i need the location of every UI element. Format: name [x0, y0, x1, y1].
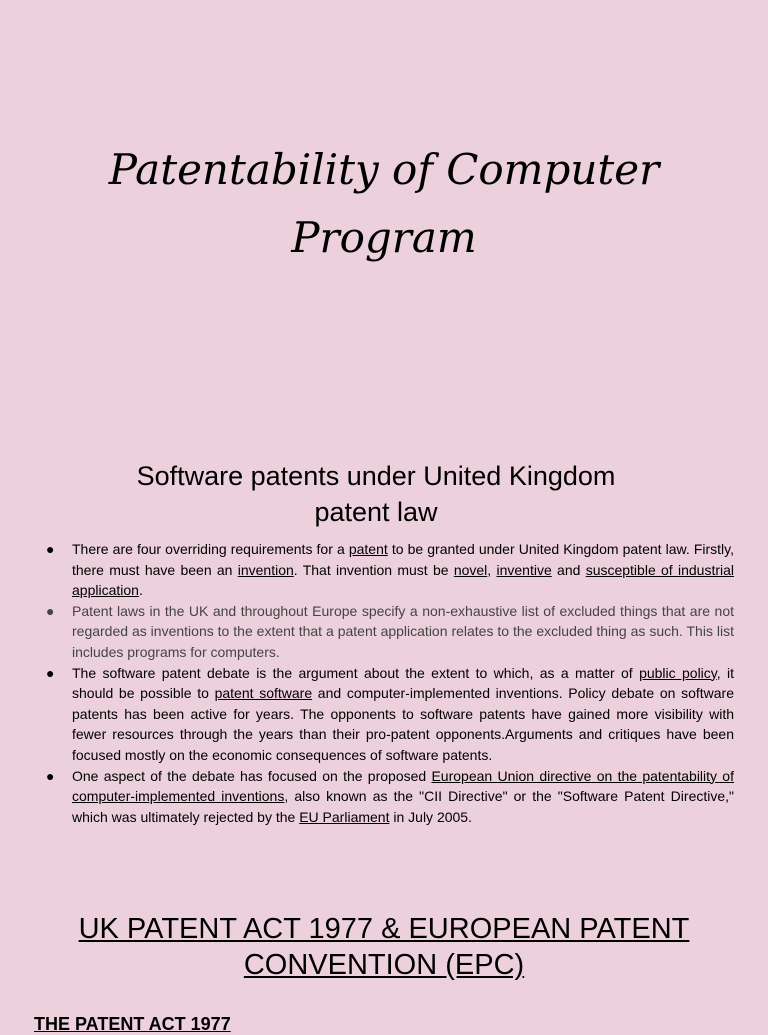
link-inventive[interactable]: inventive: [496, 561, 552, 578]
subheading-patent-act-1977: THE PATENT ACT 1977: [34, 1014, 231, 1034]
bullet-text: , also known as the "CII Directive" or the "Software Patent Directive," which was ultimately rejected by the: [72, 788, 734, 825]
link-public-policy[interactable]: public policy: [639, 664, 717, 681]
section-heading-line-2: patent law: [314, 497, 438, 527]
link-eu-directive[interactable]: European Union directive on the patentability of computer-implemented inventions: [72, 767, 734, 805]
bullet-text: and: [551, 561, 586, 578]
bullet-text: to be granted under United Kingdom patent law. Firstly, there must have been an: [72, 541, 734, 578]
section-heading-line-1: UK PATENT ACT 1977 & EUROPEAN PATENT: [78, 913, 690, 945]
link-patent[interactable]: patent: [348, 541, 388, 557]
page-title-line-1: Patentability of Computer: [108, 145, 660, 194]
bullet-text: There are four overriding requirements for a: [72, 541, 349, 557]
bullet-dot-icon: ●: [46, 602, 55, 619]
bullet-text: and computer-implemented inventions. Policy debate on software patents has been active for years. The opponents to software patents have gained more visibility with fewer resources through the years than their pro-patent opponents.Arguments and critiques have been focused mostly on the economic consequences of software patents.: [72, 685, 734, 763]
bullet-text: .: [138, 582, 143, 599]
bullet-dot-icon: ●: [46, 664, 55, 681]
page-title-line-2: Program: [291, 213, 477, 262]
link-patent-software[interactable]: patent software: [214, 685, 313, 702]
bullet-text: in July 2005.: [389, 808, 472, 825]
list-item: [34, 601, 734, 663]
list-item: [34, 766, 734, 828]
link-industrial-application[interactable]: susceptible of industrial application: [72, 561, 735, 599]
bullet-text: ,: [487, 561, 497, 578]
bullet-dot-icon: ●: [46, 541, 55, 557]
bullet-text: Patent laws in the UK and throughout Europe specify a non-exhaustive list of excluded things that are not regarded as inventions to the extent that a patent application relates to the excluded thing as such. This list includes programs for computers.: [72, 602, 734, 660]
link-novel[interactable]: novel: [453, 561, 488, 578]
section-heading-software-patents: [60, 458, 692, 530]
bullet-text: , it should be possible to: [72, 664, 734, 702]
bullet-text: . That invention must be: [293, 561, 454, 578]
section-heading-line-2: CONVENTION (EPC): [243, 949, 525, 981]
page-title: [0, 136, 768, 272]
link-invention[interactable]: invention: [237, 561, 294, 578]
bullet-text: The software patent debate is the argument about the extent to which, as a matter of: [72, 664, 640, 681]
bullet-list: [34, 539, 734, 827]
bullet-dot-icon: ●: [46, 767, 55, 784]
link-eu-parliament[interactable]: EU Parliament: [299, 808, 390, 825]
section-heading-uk-patent-act: [40, 911, 728, 983]
list-item: [34, 539, 734, 601]
section-heading-line-1: Software patents under United Kingdom: [136, 461, 616, 491]
list-item: [34, 663, 734, 766]
bullet-text: One aspect of the debate has focused on the proposed: [72, 767, 432, 784]
